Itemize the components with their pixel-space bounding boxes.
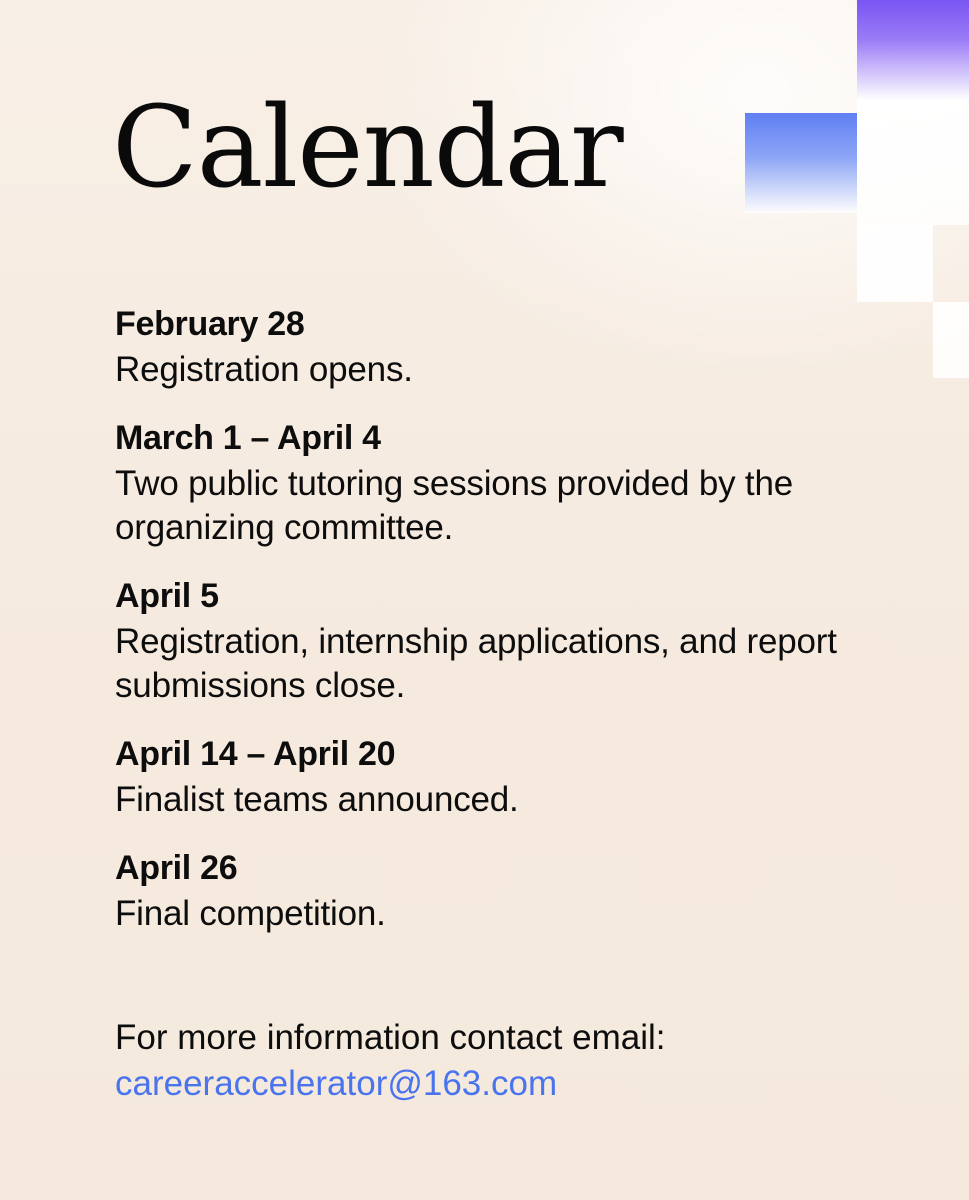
event-date: April 5 <box>115 577 219 615</box>
event-item <box>115 304 855 392</box>
event-description: Registration, internship applications, and report submissions close. <box>115 622 837 705</box>
decorative-purple-block <box>857 0 969 100</box>
page-title: Calendar <box>112 83 623 213</box>
contact-section <box>115 1016 855 1108</box>
event-list <box>115 304 855 962</box>
event-item <box>115 734 855 822</box>
event-date: April 14 – April 20 <box>115 735 396 773</box>
decorative-white-block <box>857 100 969 225</box>
decorative-white-block <box>857 225 933 302</box>
event-date: April 26 <box>115 849 238 887</box>
decorative-blue-block <box>745 113 857 213</box>
event-item <box>115 418 855 550</box>
event-item <box>115 576 855 708</box>
decorative-white-block <box>933 302 969 378</box>
event-date: March 1 – April 4 <box>115 419 381 457</box>
event-description: Finalist teams announced. <box>115 780 519 819</box>
event-description: Final competition. <box>115 894 386 933</box>
event-date: February 28 <box>115 305 305 343</box>
event-item <box>115 848 855 936</box>
event-description: Registration opens. <box>115 350 413 389</box>
contact-label: For more information contact email: <box>115 1018 666 1057</box>
contact-email-link[interactable]: careeraccelerator@163.com <box>115 1064 558 1103</box>
event-description: Two public tutoring sessions provided by the organizing committee. <box>115 464 793 547</box>
